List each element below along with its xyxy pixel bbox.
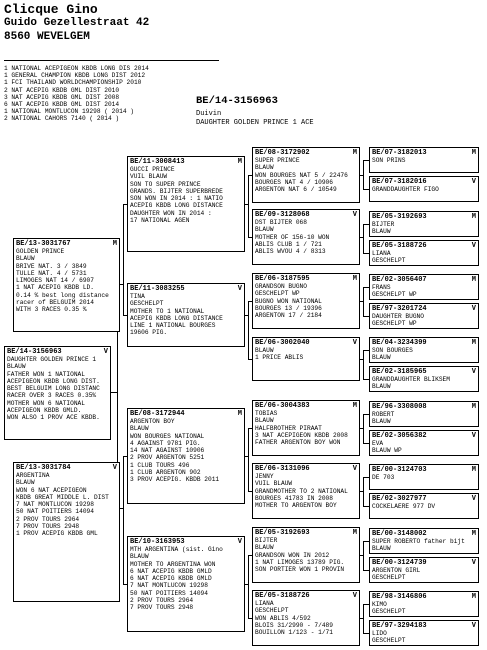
- pedigree-info-line: 1 CLUB TOURS 496: [130, 461, 190, 469]
- pedigree-box-dam: [13, 462, 120, 602]
- pedigree-info-line: VUIL BLAUW: [130, 173, 168, 181]
- ring-header: [130, 285, 242, 293]
- pedigree-info-line: BLOIS 31/2990 - 7/489: [255, 621, 333, 629]
- pedigree-info-line: EVA: [372, 440, 384, 447]
- connector-line: [123, 456, 124, 584]
- sex-marker: V: [471, 432, 476, 440]
- pedigree-info-line: WON BOURGES NAT 5 / 22476: [255, 171, 348, 179]
- pedigree-info-line: TINA: [130, 293, 145, 300]
- pedigree-info-line: FRANS: [372, 284, 391, 291]
- sex-marker: V: [471, 242, 476, 250]
- pedigree-box-gen4: [369, 557, 479, 583]
- connector-line: [363, 287, 364, 316]
- ring-header: [255, 465, 357, 473]
- achievement-line: 2 NATIONAL CAHORS 7140 ( 2014 ): [4, 115, 120, 123]
- pedigree-info-line: GESCHELPT WP: [372, 320, 417, 328]
- pedigree-info-line: 7 PROV TOURS 2948: [130, 604, 194, 612]
- pedigree-info-line: GESCHELPT: [372, 637, 406, 645]
- pedigree-info-line: LIMOGES NAT 14 / 6907: [16, 277, 94, 285]
- pedigree-info-line: 1 PROV ACEPIG KBDB GML: [16, 530, 98, 538]
- pedigree-info-line: LINE 1 NATIONAL BOURGES: [130, 322, 216, 330]
- sex-marker: M: [471, 403, 476, 411]
- pedigree-info-line: KIMO: [372, 601, 387, 608]
- ring-header: [255, 339, 357, 347]
- pedigree-info-line: MOTHER TO 1 NATIONAL: [130, 307, 205, 315]
- ring-number: BE/05-3188726: [372, 242, 427, 250]
- pedigree-box-gen3: [252, 527, 360, 583]
- ring-number: BE/00-3148002: [372, 530, 427, 538]
- connector-line: [248, 301, 249, 359]
- pedigree-box-gen3: [252, 590, 360, 646]
- pedigree-info-line: MOTHER TO ARGENTINA WON: [130, 560, 216, 568]
- pedigree-info-line: BLAUW WP: [372, 447, 402, 455]
- pedigree-info-line: RACER OVER 3 RACES 0.35%: [7, 392, 97, 400]
- ring-number: BE/98-3146806: [372, 593, 427, 601]
- pedigree-info-line: ARGENTON GIRL: [372, 567, 421, 574]
- ring-number: BE/02-3185965: [372, 368, 427, 376]
- ring-number: BE/06-3004383: [255, 402, 310, 410]
- ring-number: BE/13-3031767: [16, 240, 71, 248]
- pedigree-info-line: BRIVE NAT. 3 / 3849: [16, 262, 87, 270]
- sex-marker: M: [237, 410, 242, 418]
- ring-header: [255, 149, 357, 157]
- pedigree-box-gen4: [369, 211, 479, 237]
- pedigree-info-line: MOTHER WON 6 NATIONAL: [7, 399, 85, 407]
- ring-header: [372, 149, 476, 157]
- connector-line: [363, 160, 364, 189]
- pedigree-info-line: BLAUW: [130, 425, 149, 433]
- sex-marker: V: [352, 592, 357, 600]
- pedigree-info-line: SUPER ROBERTO father bijt: [372, 538, 465, 545]
- ring-number: BE/04-3234399: [372, 339, 427, 347]
- pedigree-info-line: TOBIAS: [255, 410, 278, 417]
- pedigree-box-gen4: [369, 401, 479, 427]
- sex-marker: M: [471, 339, 476, 347]
- connector-line: [363, 541, 364, 570]
- pedigree-info-line: BLAUW: [372, 545, 391, 553]
- header-divider: [4, 60, 219, 61]
- pedigree-info-line: GESCHELPT WP: [255, 290, 300, 298]
- connector-line: [248, 555, 249, 618]
- pedigree-info-line: MOTHER OF 156-10 WON: [255, 233, 330, 241]
- ring-header: [372, 213, 476, 221]
- sex-marker: V: [352, 465, 357, 473]
- sex-marker: M: [471, 593, 476, 601]
- connector-line: [363, 224, 364, 253]
- ring-header: [372, 242, 476, 250]
- ring-number: BE/00-3124703: [372, 466, 427, 474]
- pedigree-info-line: 3 PROV ACEPIG. KBDB 2011: [130, 476, 220, 484]
- pedigree-info-line: 0.14 % best long distance: [16, 291, 109, 299]
- sex-marker: V: [112, 464, 117, 472]
- pedigree-info-line: WON 6 NAT ACEPIGEON: [16, 486, 87, 494]
- pedigree-info-line: 1 PRICE ABLIS: [255, 354, 304, 362]
- pedigree-info-line: ACEPIG KBDB LONG DISTANCE: [130, 202, 223, 210]
- ring-number: BE/14-3156963: [7, 348, 62, 356]
- ring-number: BE/97-3294183: [372, 622, 427, 630]
- ring-header: [255, 529, 357, 537]
- pedigree-info-line: ABLIS WVOU 4 / 8313: [255, 248, 326, 256]
- main-description: DAUGHTER GOLDEN PRINCE 1 ACE: [196, 119, 314, 127]
- pedigree-info-line: GESCHELPT: [372, 574, 406, 582]
- main-ring-number: BE/14-3156963: [196, 95, 278, 107]
- ring-header: [372, 178, 476, 186]
- ring-number: BE/06-3187595: [255, 275, 310, 283]
- pedigree-info-line: ABLIS CLUB 1 / 721: [255, 240, 322, 248]
- pedigree-info-line: 17 NATIONAL AGEN: [130, 217, 190, 225]
- ring-header: [130, 538, 242, 546]
- pedigree-info-line: MTH ARGENTINA (sist. Gino: [130, 546, 223, 553]
- pedigree-info-line: BLAUW: [372, 418, 391, 426]
- pedigree-box-gen4: [369, 493, 479, 519]
- pedigree-box-gen4: [369, 620, 479, 646]
- pedigree-box-gen3: [252, 400, 360, 456]
- sex-marker: V: [471, 622, 476, 630]
- pedigree-info-line: LIANA: [372, 250, 391, 257]
- pedigree-info-line: 14 NAT AGAINST 10906: [130, 447, 205, 455]
- achievement-line: 1 NATIONAL ACEPIGEON KBDB LONG DIS 2014: [4, 65, 149, 72]
- ring-header: [130, 410, 242, 418]
- ring-number: BE/96-3308008: [372, 403, 427, 411]
- connector-line: [363, 414, 364, 443]
- pedigree-info-line: ARGENTON NAT 6 / 10549: [255, 186, 337, 194]
- pedigree-info-line: GRANDMOTHER TO 2 NATIONAL: [255, 487, 348, 495]
- achievement-line: 1 NATIONAL MONTLUCON 19298 ( 2014 ): [4, 108, 134, 116]
- pedigree-info-line: GESCHELPT: [130, 300, 164, 308]
- pedigree-info-line: 1 CLUB ARGENTON 902: [130, 469, 201, 477]
- pedigree-info-line: ACEPIG KBDB LONG DISTANCE: [130, 314, 223, 322]
- sex-marker: V: [471, 368, 476, 376]
- ring-header: [372, 622, 476, 630]
- pedigree-info-line: DAUGHTER GOLDEN PRINCE 1: [7, 356, 97, 363]
- pedigree-box-sire-dam: [127, 283, 245, 347]
- owner-street: Guido Gezellestraat 42: [4, 17, 150, 29]
- ring-number: BE/02-3056407: [372, 276, 427, 284]
- pedigree-info-line: DE 703: [372, 474, 395, 481]
- pedigree-info-line: COCKELAERE 977 DV: [372, 503, 436, 510]
- pedigree-info-line: BLAUW: [372, 383, 391, 391]
- sex-marker: M: [352, 275, 357, 283]
- pedigree-box-gen4: [369, 147, 479, 173]
- pedigree-info-line: ROBERT: [372, 411, 395, 418]
- ring-number: BE/08-3172944: [130, 410, 185, 418]
- ring-header: [16, 240, 117, 248]
- ring-header: [372, 432, 476, 440]
- ring-number: BE/05-3192693: [372, 213, 427, 221]
- ring-header: [372, 368, 476, 376]
- ring-header: [255, 402, 357, 410]
- pedigree-box-dam-sire: [127, 408, 245, 504]
- pedigree-info-line: WITH 3 RACES 0.35 %: [16, 306, 87, 314]
- pedigree-box-gen4: [369, 337, 479, 363]
- pedigree-info-line: GESCHELPT WP: [372, 291, 417, 299]
- pedigree-info-line: 2 PROV ARGENTON 5251: [130, 454, 205, 462]
- connector-line: [248, 175, 249, 237]
- achievement-line: 2 NAT ACEPIG KBDB GML DIST 2010: [4, 86, 120, 94]
- pedigree-box-gen3: [252, 147, 360, 203]
- pedigree-info-line: BLAUW: [7, 363, 26, 371]
- ring-header: [372, 530, 476, 538]
- pedigree-info-line: 1 NAT ACEPIG KBDB LD.: [16, 284, 94, 292]
- connector-line: [363, 350, 364, 379]
- pedigree-info-line: VUIL BLAUW: [255, 480, 293, 488]
- ring-number: BE/02-3027977: [372, 495, 427, 503]
- sex-marker: M: [112, 240, 117, 248]
- connector-line: [363, 604, 364, 633]
- pedigree-box-gen3: [252, 463, 360, 519]
- pedigree-info-line: SON TO SUPER PRINCE: [130, 180, 201, 188]
- pedigree-info-line: SON PORTIER WON 1 PROVIN: [255, 566, 345, 574]
- pedigree-info-line: BLAUW: [372, 354, 391, 362]
- ring-number: BE/07-3182016: [372, 178, 427, 186]
- sex-marker: M: [471, 149, 476, 157]
- ring-header: [255, 211, 357, 219]
- pedigree-info-line: MOTHER TO ARGENTON BOY: [255, 502, 337, 510]
- sex-marker: V: [237, 285, 242, 293]
- pedigree-info-line: BLAUW: [255, 417, 274, 425]
- pedigree-box-subject: [4, 346, 111, 440]
- pedigree-info-line: SUPER PRINCE: [255, 157, 300, 164]
- sex-marker: M: [471, 530, 476, 538]
- sex-marker: M: [352, 402, 357, 410]
- ring-header: [7, 348, 108, 356]
- pedigree-info-line: GRANDSON WON IN 2012: [255, 551, 330, 559]
- connector-line: [123, 204, 124, 315]
- pedigree-box-sire-sire: [127, 156, 245, 252]
- ring-number: BE/00-3124739: [372, 559, 427, 567]
- ring-header: [130, 158, 242, 166]
- pedigree-info-line: 6 NAT ACEPIG KBDB GMLD: [130, 575, 212, 583]
- pedigree-info-line: WON ALSO 1 PROV ACE KBDB.: [7, 414, 100, 422]
- pedigree-info-line: JENNY: [255, 473, 274, 480]
- sex-marker: V: [237, 538, 242, 546]
- ring-header: [372, 593, 476, 601]
- pedigree-info-line: 7 PROV TOURS 2948: [16, 523, 80, 531]
- achievement-line: 6 NAT ACEPIG KBDB GML DIST 2014: [4, 101, 120, 109]
- ring-number: BE/13-3031784: [16, 464, 71, 472]
- pedigree-info-line: BLAUW: [255, 347, 274, 354]
- sex-marker: V: [471, 495, 476, 503]
- ring-header: [16, 464, 117, 472]
- sex-marker: M: [237, 158, 242, 166]
- pedigree-info-line: KBDB GREAT MIDDLE L. DIST: [16, 493, 109, 501]
- achievements-list: [4, 65, 149, 123]
- ring-number: BE/10-3163953: [130, 538, 185, 546]
- pedigree-box-gen4: [369, 303, 479, 329]
- connector-line: [363, 477, 364, 506]
- ring-number: BE/06-3131096: [255, 465, 310, 473]
- pedigree-info-line: BEST BELGUIM LONG DISTANC: [7, 385, 100, 393]
- ring-number: BE/06-3002040: [255, 339, 310, 347]
- pedigree-box-dam-dam: [127, 536, 245, 632]
- ring-number: BE/09-3128068: [255, 211, 310, 219]
- achievement-line: 3 NAT ACEPIG KBDB GML DIST 2008: [4, 93, 120, 101]
- ring-header: [372, 305, 476, 313]
- pedigree-info-line: WON ABLIS 4/592: [255, 614, 311, 622]
- pedigree-info-line: FATHER ARGENTON BOY WON: [255, 439, 341, 447]
- ring-number: BE/02-3056382: [372, 432, 427, 440]
- ring-number: BE/08-3172902: [255, 149, 310, 157]
- sex-marker: V: [103, 348, 108, 356]
- pedigree-info-line: BOURGES 41783 IN 2008: [255, 494, 333, 502]
- pedigree-box-gen3: [252, 337, 360, 381]
- pedigree-info-line: SON WON IN 2014 : 1 NATIO: [130, 195, 223, 203]
- pedigree-info-line: BLAUW: [16, 479, 35, 487]
- ring-number: BE/97-3201724: [372, 305, 427, 313]
- pedigree-info-line: 4 AGAINST 9781 PIG.: [130, 439, 201, 447]
- sex-marker: M: [471, 466, 476, 474]
- pedigree-info-line: LIDO: [372, 630, 387, 637]
- sex-marker: V: [471, 178, 476, 186]
- pedigree-info-line: SON BOURGES: [372, 347, 413, 354]
- owner-name: Clicque Gino: [4, 2, 98, 17]
- ring-header: [255, 592, 357, 600]
- pedigree-info-line: 7 NAT MONTLUCON 19298: [130, 582, 208, 590]
- pedigree-info-line: TULLE NAT. 4 / 5731: [16, 269, 87, 277]
- pedigree-info-line: BOURGES 13 / 19396: [255, 304, 322, 312]
- ring-number: BE/07-3182013: [372, 149, 427, 157]
- sex-marker: M: [471, 276, 476, 284]
- pedigree-info-line: 19606 PIG.: [130, 329, 168, 337]
- sex-marker: V: [352, 339, 357, 347]
- sex-marker: M: [352, 529, 357, 537]
- connector-line: [248, 428, 249, 491]
- pedigree-box-gen4: [369, 176, 479, 202]
- pedigree-info-line: GESCHELPT: [255, 607, 289, 615]
- pedigree-info-line: GRANDDAUGHTER BLIKSEM: [372, 376, 450, 383]
- pedigree-info-line: GUCCI PRINCE: [130, 166, 175, 173]
- ring-header: [255, 275, 357, 283]
- pedigree-info-line: GRANDSON BUGNO: [255, 283, 307, 290]
- pedigree-info-line: BLAUW: [255, 164, 274, 172]
- pedigree-box-gen4: [369, 464, 479, 490]
- sex-marker: V: [352, 211, 357, 219]
- pedigree-info-line: 2 PROV TOURS 2964: [16, 515, 80, 523]
- sex-marker: M: [352, 149, 357, 157]
- pedigree-info-line: FATHER WON 1 NATIONAL: [7, 370, 85, 378]
- ring-number: BE/05-3192693: [255, 529, 310, 537]
- pedigree-box-gen4: [369, 528, 479, 554]
- pedigree-info-line: BOUILLON 1/123 - 1/71: [255, 629, 333, 637]
- sex-marker: V: [471, 305, 476, 313]
- pedigree-box-gen4: [369, 240, 479, 266]
- sex-marker: M: [471, 213, 476, 221]
- pedigree-info-line: BIJTER: [255, 537, 278, 544]
- pedigree-info-line: ARGENTON BOY: [130, 418, 175, 425]
- pedigree-box-gen3: [252, 209, 360, 265]
- pedigree-info-line: 6 NAT ACEPIG KBDB GMLD: [130, 567, 212, 575]
- ring-number: BE/11-3008413: [130, 158, 185, 166]
- pedigree-info-line: DST BIJTER 068: [255, 219, 307, 226]
- pedigree-info-line: HALFBROTHER PIRAAT: [255, 424, 322, 432]
- pedigree-box-gen4: [369, 430, 479, 456]
- main-sex: Duivin: [196, 110, 222, 118]
- pedigree-info-line: 1 NAT LIMOGES 13789 PIG.: [255, 558, 345, 566]
- pedigree-box-sire: [13, 238, 120, 332]
- pedigree-info-line: 3 NAT ACEPIGEON KBDB 2008: [255, 431, 348, 439]
- ring-number: BE/05-3188726: [255, 592, 310, 600]
- pedigree-info-line: racer of BELGUIM 2014: [16, 299, 94, 307]
- pedigree-info-line: BOURGES NAT 4 / 10906: [255, 178, 333, 186]
- pedigree-info-line: DAUGHTER WON IN 2014 :: [130, 209, 212, 217]
- achievement-line: 1 FCI THAILAND WORLDCHAMPIONSHIP 2010: [4, 79, 142, 87]
- pedigree-info-line: BLAUW: [255, 544, 274, 552]
- pedigree-info-line: 2 PROV TOURS 2964: [130, 597, 194, 605]
- ring-header: [372, 559, 476, 567]
- pedigree-info-line: BLAUW: [255, 226, 274, 234]
- ring-header: [372, 339, 476, 347]
- pedigree-info-line: WON BOURGES NATIONAL: [130, 432, 205, 440]
- pedigree-info-line: GRANDDAUGHTER FIGO: [372, 186, 439, 193]
- pedigree-info-line: BLAUW: [130, 553, 149, 561]
- pedigree-info-line: ACEPIGEON KBDB GMLD.: [7, 407, 82, 415]
- pedigree-info-line: GRANDS. BIJTER SUPERBREDE: [130, 187, 223, 195]
- owner-city: 8560 WEVELGEM: [4, 31, 90, 43]
- pedigree-info-line: GESCHELPT: [372, 257, 406, 265]
- pedigree-box-gen4: [369, 591, 479, 617]
- pedigree-info-line: 50 NAT POITIERS 14094: [16, 508, 94, 516]
- pedigree-info-line: ACEPIGEON KBDB LONG DIST.: [7, 377, 100, 385]
- pedigree-info-line: 7 NAT MONTLUCON 19298: [16, 501, 94, 509]
- pedigree-info-line: ARGENTON 17 / 2184: [255, 312, 322, 320]
- ring-number: BE/11-3083255: [130, 285, 185, 293]
- sex-marker: V: [471, 559, 476, 567]
- pedigree-info-line: BLAUW: [372, 228, 391, 236]
- pedigree-info-line: LIANA: [255, 600, 274, 607]
- pedigree-box-gen4: [369, 274, 479, 300]
- pedigree-info-line: ARGENTINA: [16, 472, 50, 479]
- pedigree-box-gen4: [369, 366, 479, 392]
- pedigree-info-line: 50 NAT POITIERS 14094: [130, 589, 208, 597]
- pedigree-info-line: SON PRINS: [372, 157, 406, 164]
- ring-header: [372, 466, 476, 474]
- ring-header: [372, 495, 476, 503]
- pedigree-info-line: DAUGHTER BUGNO: [372, 313, 424, 320]
- pedigree-info-line: GESCHELPT: [372, 608, 406, 616]
- achievement-line: 1 GENERAL CHAMPION KBDB LONG DIST 2012: [4, 72, 146, 80]
- ring-header: [372, 276, 476, 284]
- pedigree-info-line: BLAUW: [16, 255, 35, 263]
- pedigree-info-line: GOLDEN PRINCE: [16, 248, 65, 255]
- ring-header: [372, 403, 476, 411]
- pedigree-box-gen3: [252, 273, 360, 329]
- pedigree-info-line: BIJTER: [372, 221, 395, 228]
- pedigree-info-line: BUGNO WON NATIONAL: [255, 297, 322, 305]
